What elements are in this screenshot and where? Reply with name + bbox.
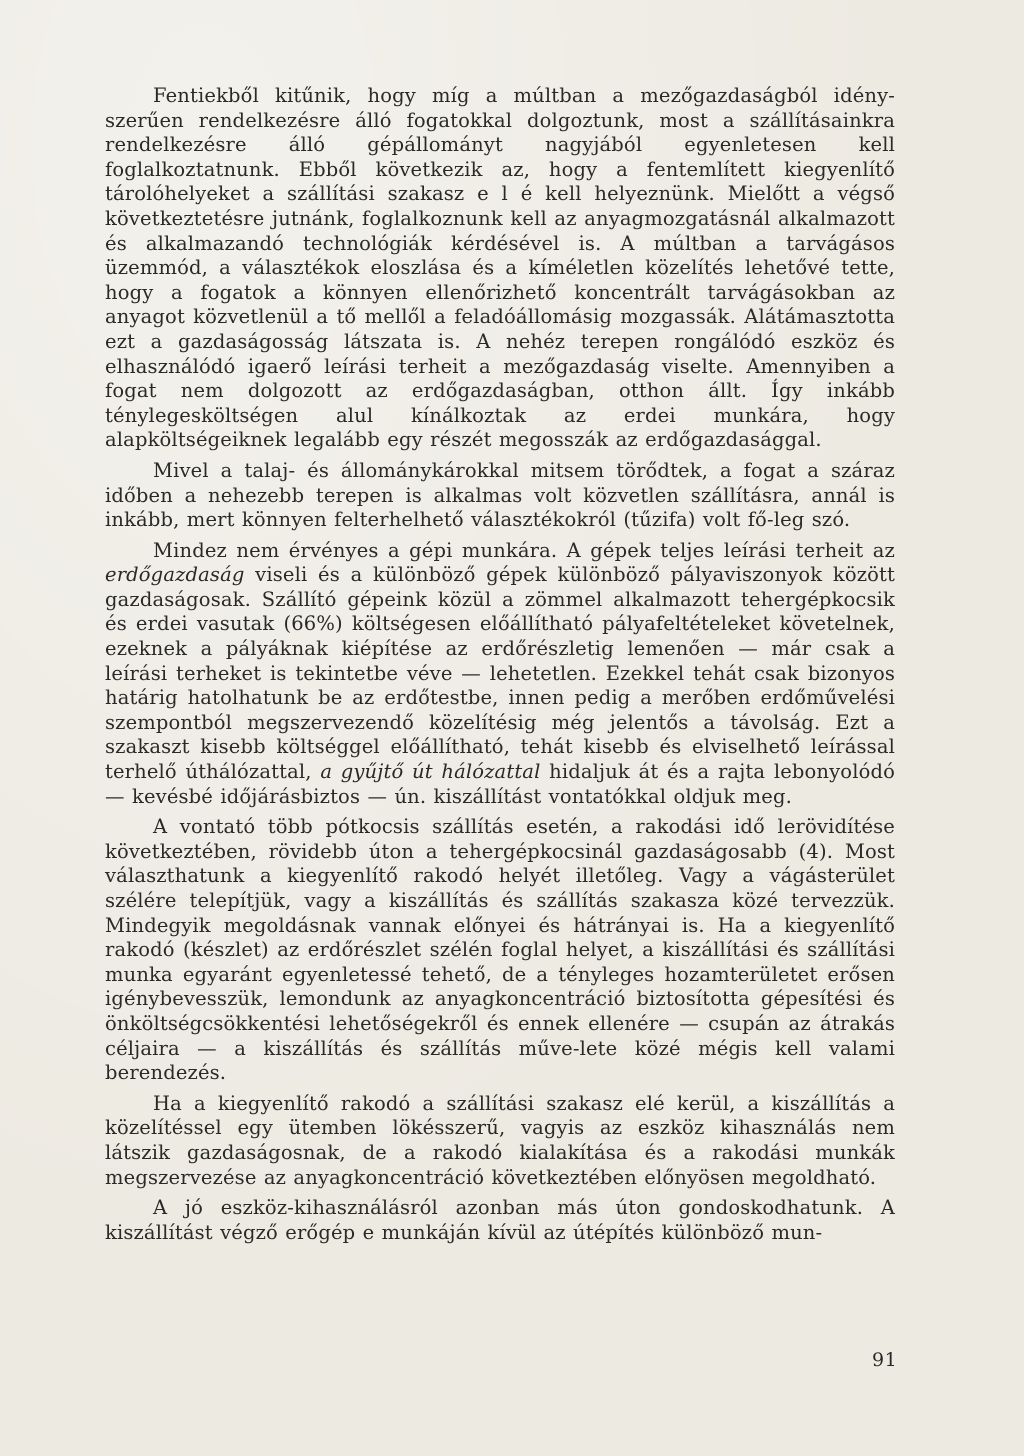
paragraph-3-emphasis-erdogazdasag: erdőgazdaság	[105, 563, 245, 587]
paragraph-3-text-end: hidaljuk át és a rajta lebonyolódó — kevésbé időjárásbiztos — ún. kiszállítást vontatókkal oldjuk meg.	[105, 760, 895, 808]
paragraph-3-emphasis-gyujto-ut: a gyűjtő út hálózattal	[320, 760, 541, 784]
paragraph-2-text: Mivel a talaj- és állománykárokkal mitsem törődtek, a fogat a száraz időben a nehezebb terepen is alkalmas volt közvetlen szállításra, annál is inkább, mert könnyen felterhelhető választékokról (tűzifa) volt fő-leg szó.	[105, 458, 895, 532]
body-text	[105, 84, 895, 1251]
paragraph-3-text-start: Mindez nem érvényes a gépi munkára. A gépek teljes leírási terheit az	[153, 538, 895, 562]
page-number: 91	[872, 1349, 898, 1371]
paragraph-1	[105, 84, 895, 453]
paragraph-2	[105, 459, 895, 533]
paragraph-1-text: Fentiekből kitűnik, hogy míg a múltban a mezőgazdaságból idény-szerűen rendelkezésre álló fogatokkal dolgoztunk, most a szállításainkra rendelkezésre álló gépállományt nagyjából egyenletesen kell foglalkoztatnunk. Ebből következik az, hogy a fentemlített kiegyenlítő tárolóhelyeket a szállítási szakasz e l é kell helyeznünk. Mielőtt a végső következtetésre jutnánk, foglalkoznunk kell az anyagmozgatásnál alkalmazott és alkalmazandó technológiák kérdésével is. A múltban a tarvágásos üzemmód, a választékok eloszlása és a kíméletlen közelítés lehetővé tette, hogy a fogatok a könnyen ellenőrizhető koncentrált tarvágásokban az anyagot közvetlenül a tő mellől a feladóállomásig mozgassák. Alátámasztotta ezt a gazdaságosság látszata is. A nehéz terepen rongálódó eszköz és elhasználódó igaerő leírási terheit a mezőgazdaság viselte. Amennyiben a fogat nem dolgozott az erdőgazdaságban, otthon állt. Így inkább ténylegesköltségen alul kínálkoztak az erdei munkára, hogy alapköltségeiknek legalább egy részét megosszák az erdőgazdasággal.	[105, 84, 895, 452]
paragraph-5-text: Ha a kiegyenlítő rakodó a szállítási szakasz elé kerül, a kiszállítás a közelítéssel egy ütemben lökésszerű, vagyis az eszköz kihasználás nem látszik gazdaságosnak, de a rakodó kialakítása és a rakodási munkák megszervezése az anyagkoncentráció következtében előnyösen megoldható.	[105, 1091, 895, 1189]
paragraph-6	[105, 1196, 895, 1245]
paragraph-3	[105, 539, 895, 810]
paragraph-4	[105, 815, 895, 1086]
paragraph-3-text-middle: viseli és a különböző gépek különböző pályaviszonyok között gazdaságosak. Szállító gépeink közül a zömmel alkalmazott tehergépkocsik és erdei vasutak (66%) költségesen előállítható pályafeltételeket követelnek, ezeknek a pályáknak kiépítése az erdőrészletig lemenően — már csak a leírási terheket is tekintetbe véve — lehetetlen. Ezekkel tehát csak bizonyos határig hatolhatunk be az erdőtestbe, innen pedig a merőben erdőművelési szempontból megszervezendő közelítésig még jelentős a távolság. Ezt a szakaszt kisebb költséggel előállítható, tehát kisebb és elviselhető leírással terhelő úthálózattal,	[105, 563, 895, 784]
paragraph-4-text: A vontató több pótkocsis szállítás esetén, a rakodási idő lerövidítése következtében, rövidebb úton a tehergépkocsinál gazdaságosabb (4). Most választhatunk a kiegyenlítő rakodó helyét illetőleg. Vagy a vágásterület szélére telepítjük, vagy a kiszállítás és szállítás szakasza közé tervezzük. Mindegyik megoldásnak vannak előnyei és hátrányai is. Ha a kiegyenlítő rakodó (készlet) az erdőrészlet szélén foglal helyet, a kiszállítási és szállítási munka egyaránt egyenletessé tehető, de a tényleges hozamterületet erősen igénybevesszük, lemondunk az anyagkoncentráció biztosította gépesítési és önköltségcsökkentési lehetőségekről és ennek ellenére — csupán az átrakás céljaira — a kiszállítás és szállítás műve-lete közé mégis kell valami berendezés.	[105, 815, 895, 1085]
paragraph-5	[105, 1092, 895, 1190]
paragraph-6-text: A jó eszköz-kihasználásról azonban más úton gondoskodhatunk. A kiszállítást végző erőgép e munkáján kívül az útépítés különböző mun-	[105, 1196, 895, 1244]
